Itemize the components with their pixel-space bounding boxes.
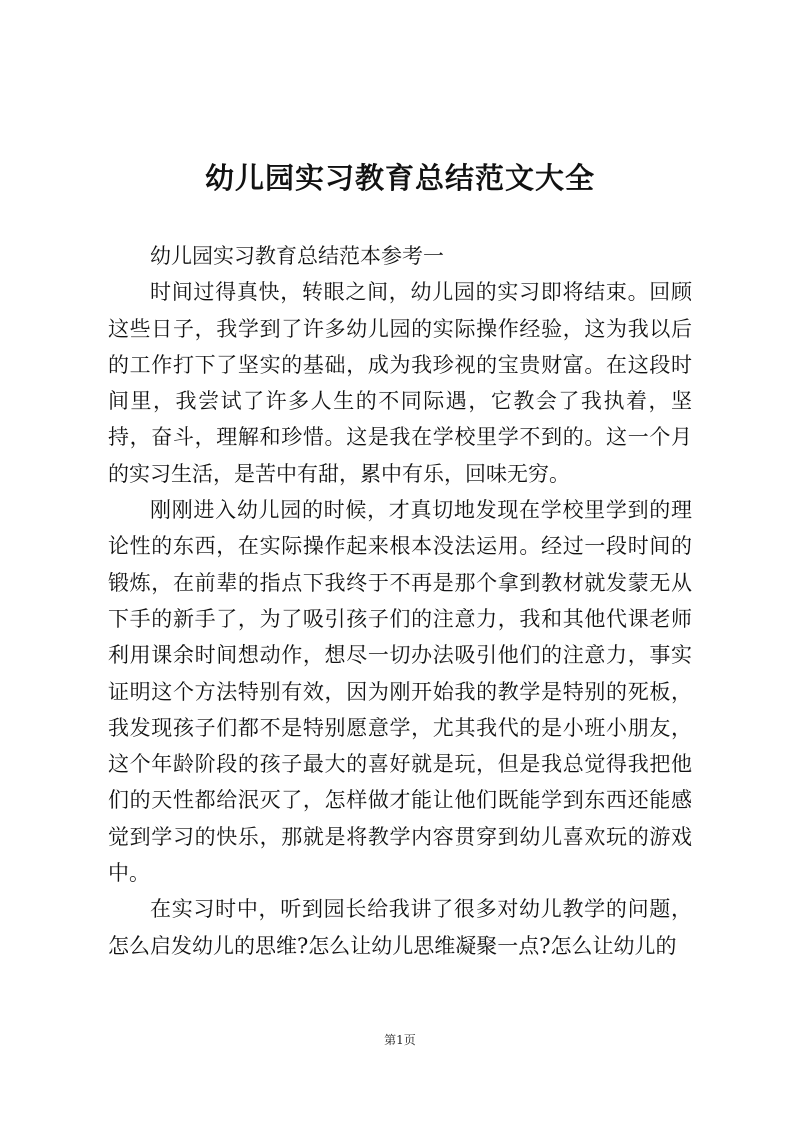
document-title: 幼儿园实习教育总结范文大全 (204, 161, 595, 195)
paragraph: 时间过得真快，转眼之间，幼儿园的实习即将结束。回顾这些日子，我学到了许多幼儿园的实际操作经验，这为我以后的工作打下了坚实的基础，成为我珍视的宝贵财富。在这段时间里，我尝试了许多人生的不同际遇，它教会了我执着，坚持，奋斗，理解和珍惜。这是我在学校里学不到的。这一个月的实习生活，是苦中有甜，累中有乐，回味无穷。 (108, 280, 692, 486)
paragraph-heading: 幼儿园实习教育总结范本参考一 (150, 244, 444, 268)
paragraph: 在实习时中，听到园长给我讲了很多对幼儿教学的问题，怎么启发幼儿的思维?怎么让幼儿思维凝聚一点?怎么让幼儿的 (108, 897, 692, 958)
document-body (108, 238, 692, 964)
paragraph: 刚刚进入幼儿园的时候，才真切地发现在学校里学到的理论性的东西，在实际操作起来根本没法运用。经过一段时间的锻炼，在前辈的指点下我终于不再是那个拿到教材就发蒙无从下手的新手了，为了吸引孩子们的注意力，我和其他代课老师利用课余时间想动作，想尽一切办法吸引他们的注意力，事实证明这个方法特别有效，因为刚开始我的教学是特别的死板，我发现孩子们都不是特别愿意学，尤其我代的是小班小朋友，这个年龄阶段的孩子最大的喜好就是玩，但是我总觉得我把他们的天性都给泯灭了，怎样做才能让他们既能学到东西还能感觉到学习的快乐，那就是将教学内容贯穿到幼儿喜欢玩的游戏中。 (108, 498, 692, 886)
page-number: 第1页 (384, 1033, 416, 1047)
